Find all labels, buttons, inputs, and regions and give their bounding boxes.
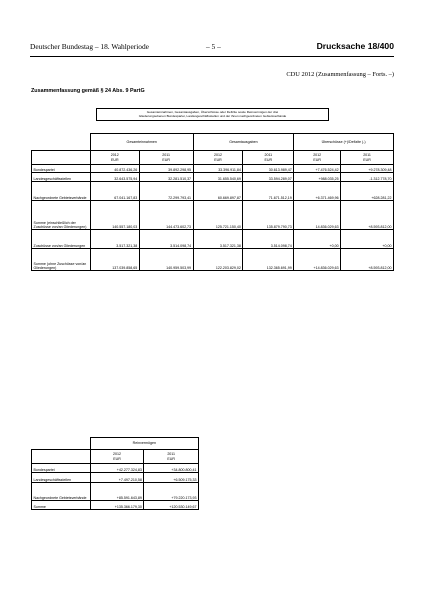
cell-value: 132.365.691,99 — [243, 249, 294, 271]
cell-value: +42.277.324,83 — [90, 464, 144, 473]
table-header-years — [32, 450, 199, 464]
cell-value: -1.312.778,70 — [341, 173, 394, 182]
cell-value: 3.517.321,38 — [90, 230, 139, 249]
cell-value: +988.035,25 — [294, 173, 341, 182]
cell-value: +6.509.175,33 — [144, 473, 199, 483]
year-header: 2012 EUR — [90, 151, 139, 165]
cell-value: +0,00 — [294, 230, 341, 249]
table-row — [32, 501, 199, 510]
row-label: Landesgeschäftsstellen — [32, 473, 91, 483]
row-label: Nachgeordnete Gebietsverbände — [32, 483, 91, 501]
cell-value: 33.594.289,07 — [243, 173, 294, 182]
table-row — [32, 182, 394, 201]
table-row — [32, 483, 199, 501]
table-caption-box — [96, 108, 329, 121]
table-row — [32, 230, 394, 249]
year-header: 2012 EUR — [193, 151, 243, 165]
row-label: Summe (ohne Zuschüsse von/an Gliederungen) — [32, 249, 91, 271]
group-header: Überschüsse (+)/Defizite (-) — [294, 134, 394, 151]
report-subhead: CDU 2012 (Zusammenfassung – Forts. –) — [286, 71, 394, 78]
row-label: Nachgeordnete Gebietsverbände — [32, 182, 91, 201]
cell-value: 122.203.829,02 — [193, 249, 243, 271]
cell-value: +7.497.210,58 — [90, 473, 144, 483]
printed-paper-number: Drucksache 18/400 — [316, 41, 394, 51]
group-header: Gesamteinnahmen — [90, 134, 193, 151]
cell-value: +14.836.029,63 — [294, 249, 341, 271]
row-label: Summe (einschließlich der Zuschüsse von/an Gliederungen) — [32, 201, 91, 230]
table-row — [32, 165, 394, 173]
document-series: Deutscher Bundestag – 18. Wahlperiode — [30, 42, 149, 51]
cell-value: +9.278.309,48 — [341, 165, 394, 173]
row-label: Bundespartei — [32, 165, 91, 173]
income-expenditure-table — [31, 133, 394, 271]
cell-value: +79.220.173,93 — [144, 483, 199, 501]
corner-cell — [32, 134, 91, 151]
row-label: Landesgeschäftsstellen — [32, 173, 91, 182]
cell-value: 32.281.510,37 — [139, 173, 193, 182]
page-number: – 5 – — [206, 42, 221, 51]
cell-value: +6.371.469,96 — [294, 182, 341, 201]
blank-cell — [32, 151, 91, 165]
cell-value: +628.281,22 — [341, 182, 394, 201]
table-row — [32, 473, 199, 483]
cell-value: 3.517.321,38 — [193, 230, 243, 249]
cell-value: 144.473.602,73 — [139, 201, 193, 230]
cell-value: 30.613.989,47 — [243, 165, 294, 173]
cell-value: 125.721.150,40 — [193, 201, 243, 230]
cell-value: 3.514.098,74 — [139, 230, 193, 249]
cell-value: 71.671.512,19 — [243, 182, 294, 201]
year-header: 2011 EUR — [139, 151, 193, 165]
corner-cell — [32, 438, 91, 450]
page-header — [30, 42, 394, 54]
header-rule — [30, 56, 394, 57]
table-header-years — [32, 151, 394, 165]
cell-value: 39.892.298,95 — [139, 165, 193, 173]
cell-value: 67.041.167,83 — [90, 182, 139, 201]
cell-value: +8.593.812,00 — [341, 201, 394, 230]
cell-value: 140.557.180,03 — [90, 201, 139, 230]
year-header: 2011 EUR — [144, 450, 199, 464]
row-label: Zuschüsse von/an Gliederungen — [32, 230, 91, 249]
cell-value: 40.872.436,26 — [90, 165, 139, 173]
cell-value: +7.476.524,42 — [294, 165, 341, 173]
row-label: Summe — [32, 501, 91, 510]
cell-value: 137.039.858,65 — [90, 249, 139, 271]
table-row — [32, 173, 394, 182]
caption-line-2: Gliederungsebenen Bundespartei, Landesgeschäftsstellen und der ihnen nachgeordneten Gebietsverbände — [138, 114, 287, 119]
year-header: 2012 EUR — [294, 151, 341, 165]
year-header: 2011 EUR — [341, 151, 394, 165]
cell-value: +120.530.149,67 — [144, 501, 199, 510]
cell-value: 31.655.540,69 — [193, 173, 243, 182]
row-label: Bundespartei — [32, 464, 91, 473]
table-header-groups — [32, 438, 199, 450]
blank-cell — [32, 450, 91, 464]
table-row — [32, 249, 394, 271]
table-header-groups — [32, 134, 394, 151]
cell-value: 14.836.029,63 — [294, 201, 341, 230]
year-header: 2012 EUR — [90, 450, 144, 464]
cell-value: 32.643.575,94 — [90, 173, 139, 182]
cell-value: +8.593.812,00 — [341, 249, 394, 271]
net-assets-table — [31, 437, 199, 510]
cell-value: 140.959.503,99 — [139, 249, 193, 271]
group-header: Gesamtausgaben — [193, 134, 294, 151]
cell-value: 33.396.911,84 — [193, 165, 243, 173]
cell-value: 72.299.793,41 — [139, 182, 193, 201]
caption-line-1: Gesamteinnahmen, Gesamtausgaben, Überschüsse oder Defizite sowie Reinvermögen der drei — [146, 110, 279, 114]
table-row — [32, 201, 394, 230]
section-title: Zusammenfassung gemäß § 24 Abs. 9 PartG — [31, 88, 145, 94]
table-row — [32, 464, 199, 473]
cell-value: +135.366.179,30 — [90, 501, 144, 510]
cell-value: 135.879.790,73 — [243, 201, 294, 230]
year-header: 2011 EUR — [243, 151, 294, 165]
cell-value: +85.591.643,89 — [90, 483, 144, 501]
cell-value: 3.514.098,74 — [243, 230, 294, 249]
cell-value: 60.669.897,87 — [193, 182, 243, 201]
group-header: Reinvermögen — [90, 438, 198, 450]
cell-value: +34.800.800,41 — [144, 464, 199, 473]
cell-value: +0,00 — [341, 230, 394, 249]
